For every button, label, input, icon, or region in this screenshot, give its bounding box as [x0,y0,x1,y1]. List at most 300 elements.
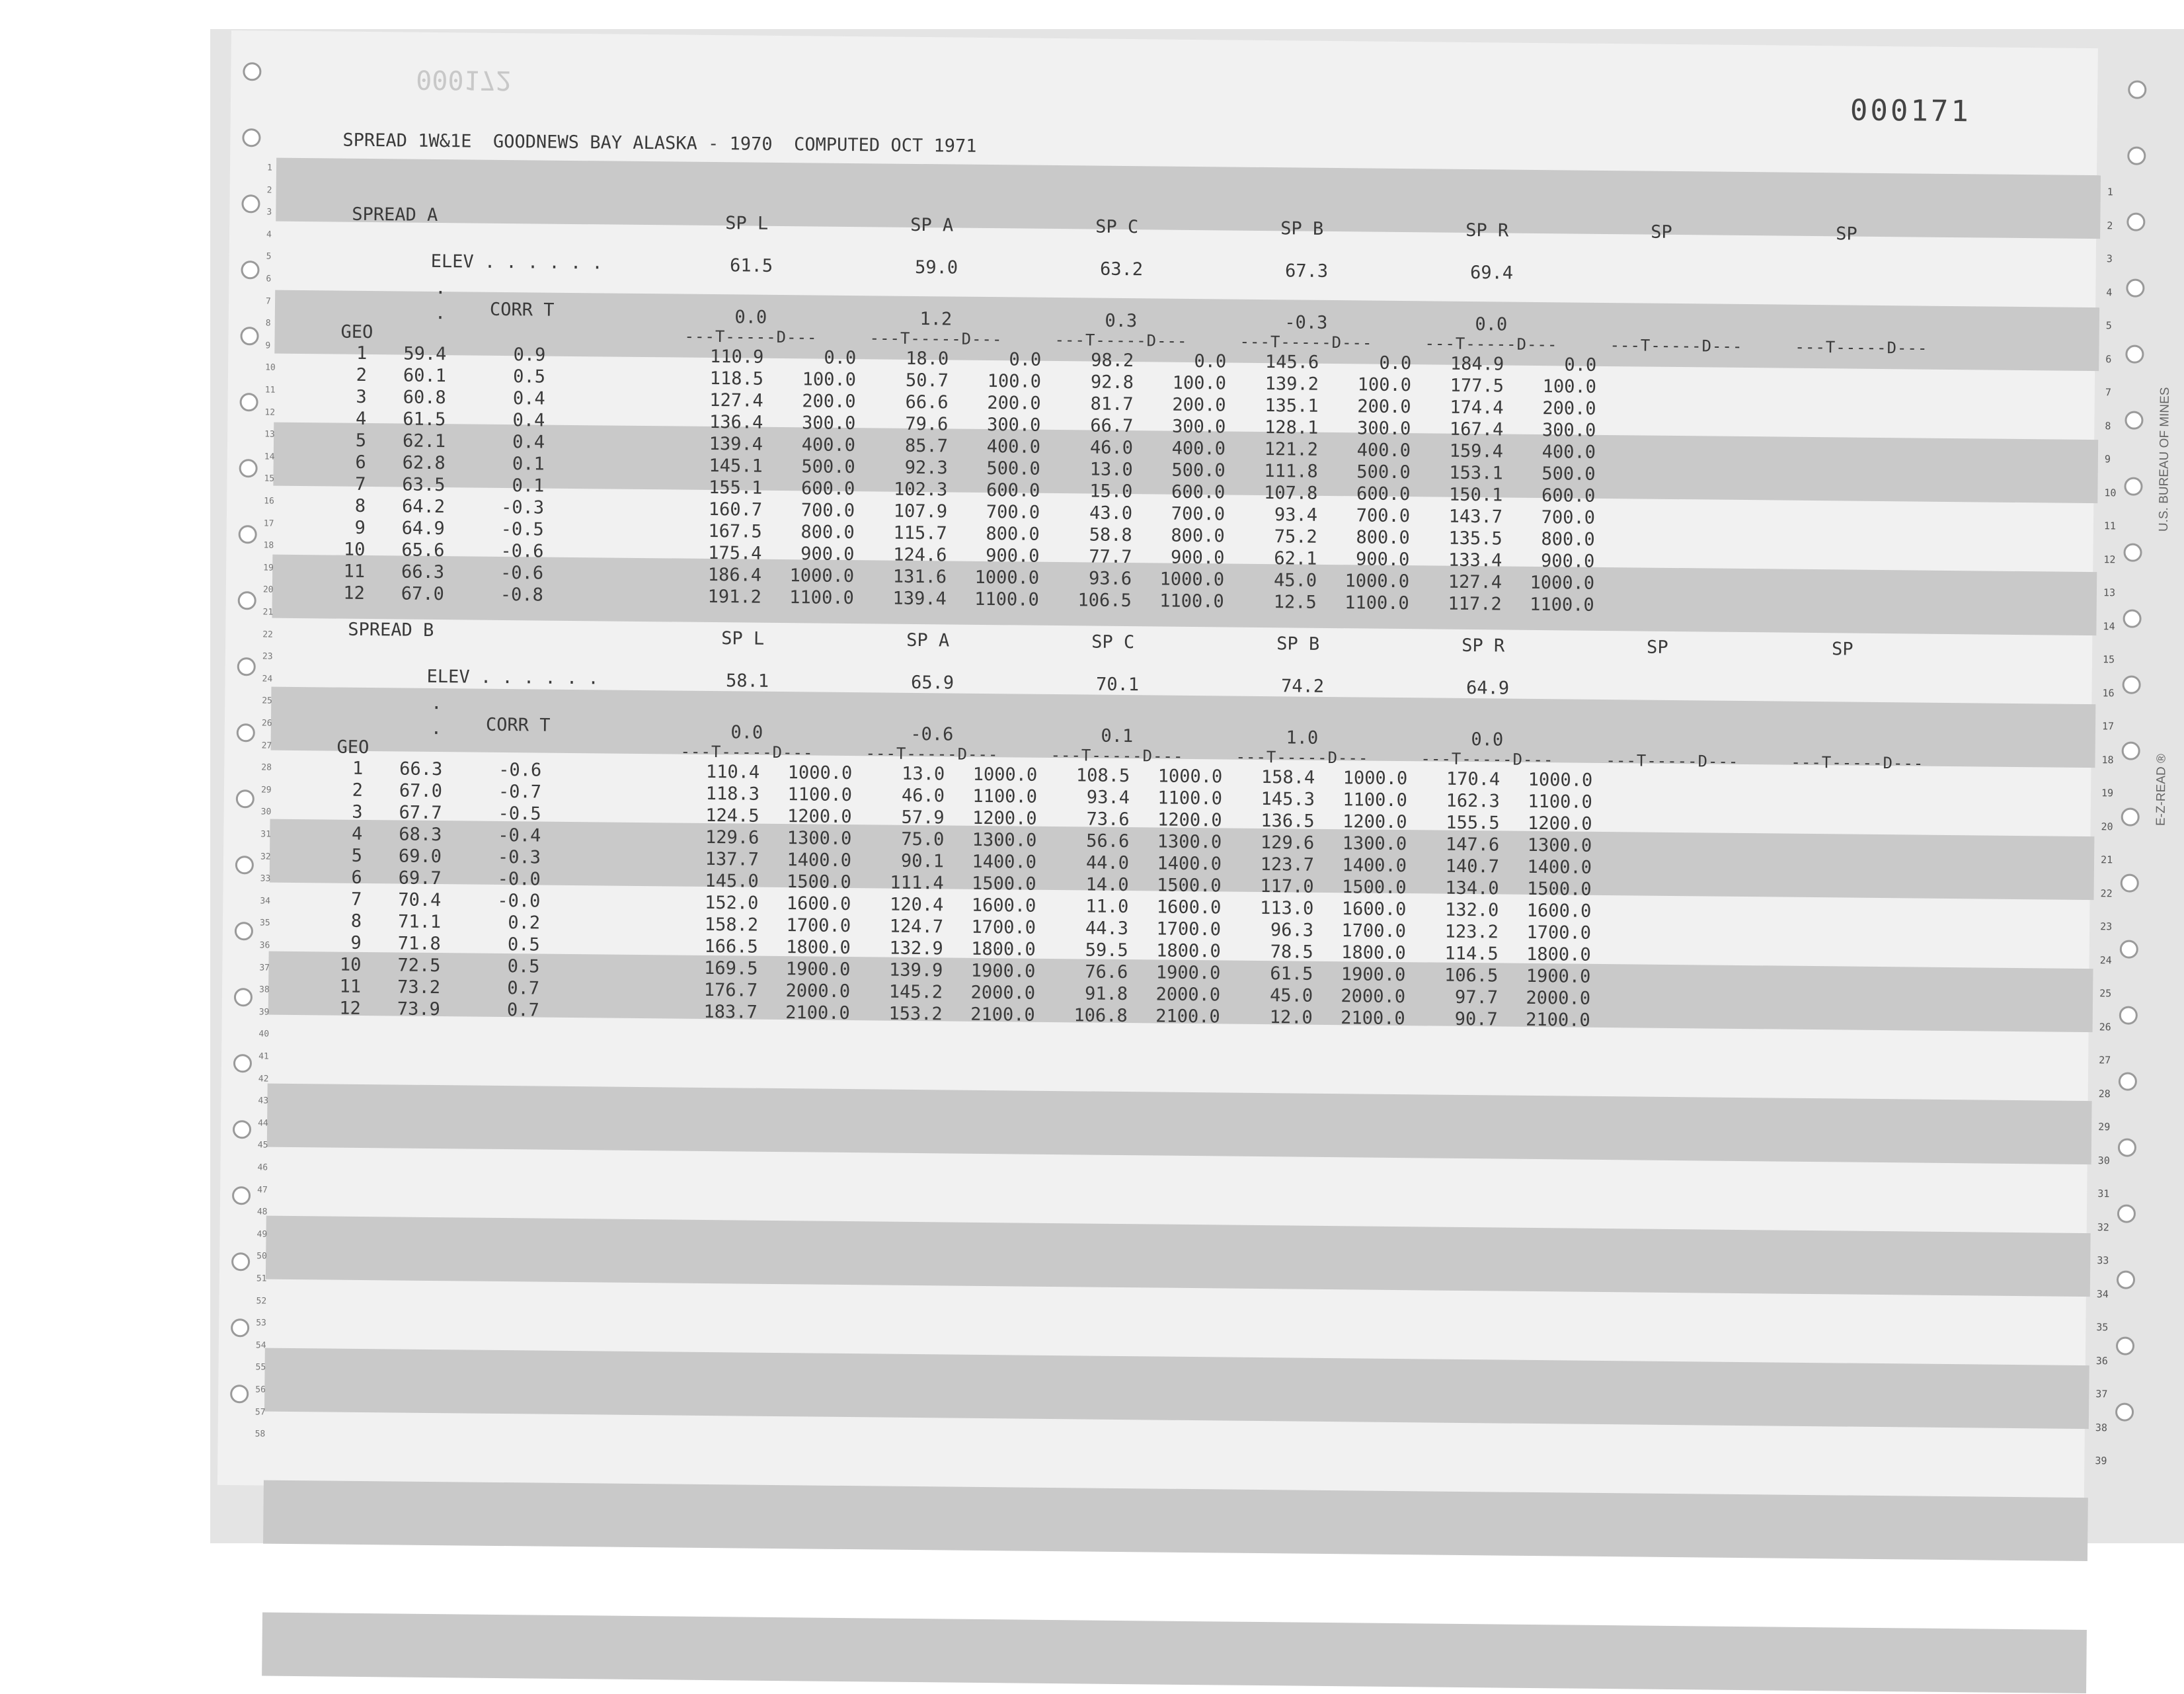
geophone-number: 8 [354,495,366,516]
arrival-time: 129.6 [1260,832,1315,854]
geo-label: GEO [340,321,373,343]
plot-position: 700.0 [986,501,1040,523]
plot-position: 1600.0 [1341,899,1407,920]
plot-position: 200.0 [1172,394,1226,416]
plot-position: 1300.0 [972,829,1037,851]
right-line-number: 36 [2095,1354,2108,1367]
arrival-time: 79.6 [905,413,949,435]
feed-hole-left [242,128,260,147]
plot-position: 1800.0 [971,938,1036,960]
plot-position: 1800.0 [1341,942,1406,964]
feed-hole-right [2119,1006,2138,1024]
arrival-time: 147.6 [1445,834,1500,856]
arrival-time: 132.0 [1444,899,1499,921]
shot-correction: -0.3 [1284,312,1328,333]
arrival-time: 176.7 [703,979,758,1001]
arrival-time: 111.8 [1264,461,1318,482]
arrival-time: 127.4 [1448,571,1502,593]
arrival-time: 166.5 [704,936,758,957]
arrival-time: 150.1 [1448,484,1503,506]
arrival-time: 106.5 [1077,590,1132,612]
arrival-time: 12.5 [1273,592,1317,613]
time-correction: -0.0 [497,890,541,912]
line-number: 6 [266,274,272,284]
plot-position: 800.0 [986,523,1040,545]
td-column-header: ---T-----D--- [1606,751,1739,771]
arrival-time: 133.4 [1448,549,1502,571]
arrival-time: 18.0 [906,348,949,370]
line-number: 34 [260,896,271,907]
time-correction: 0.7 [506,1000,539,1021]
plot-position: 1900.0 [785,959,851,981]
arrival-time: 153.1 [1449,462,1503,484]
plot-position: 600.0 [1356,483,1411,505]
line-number: 13 [264,429,275,440]
shot-elevation: 59.0 [914,257,958,278]
arrival-time: 45.0 [1273,570,1317,591]
arrival-time: 11.0 [1085,896,1129,918]
arrival-time: 66.6 [905,391,949,413]
feed-hole-right [2120,940,2138,958]
arrival-time: 107.8 [1263,483,1318,504]
arrival-time: 145.3 [1261,789,1315,810]
arrival-time: 93.4 [1086,787,1130,809]
arrival-time: 128.1 [1264,417,1319,438]
plot-position: 200.0 [987,393,1041,414]
arrival-time: 58.8 [1089,524,1132,546]
time-correction: -0.6 [500,540,544,562]
feed-hole-left [233,1120,251,1139]
shot-elevation: 67.3 [1284,261,1329,282]
arrival-time: 110.4 [705,761,760,783]
arrival-time: 97.7 [1454,987,1499,1008]
plot-position: 200.0 [1357,396,1411,418]
plot-position: 700.0 [800,500,855,522]
geophone-number: 9 [354,517,366,538]
arrival-time: 158.4 [1261,767,1315,788]
plot-position: 1100.0 [1528,791,1593,813]
geophone-number: 7 [350,889,362,910]
shot-correction: -0.6 [910,723,954,745]
td-column-header: ---T-----D--- [1791,752,1924,773]
arrival-time: 169.5 [703,957,758,979]
right-line-number: 27 [2099,1054,2111,1067]
feed-hole-right [2123,610,2141,628]
feed-hole-left [239,459,258,477]
arrival-time: 145.2 [888,981,943,1003]
line-number: 29 [260,785,272,795]
plot-position: 2000.0 [1155,984,1221,1006]
line-number: 27 [261,741,272,751]
right-line-number: 35 [2096,1321,2109,1334]
arrival-time: 93.6 [1088,568,1132,590]
arrival-time: 45.0 [1269,985,1313,1006]
plot-position: 1500.0 [971,873,1036,895]
line-number: 32 [260,852,271,862]
plot-position: 800.0 [1541,529,1595,550]
plot-position: 200.0 [802,391,856,413]
plot-position: 500.0 [801,456,855,478]
right-line-number: 1 [2107,186,2113,198]
plot-position: 300.0 [1171,416,1226,438]
plot-position: 1200.0 [787,806,852,828]
line-number: 44 [258,1118,268,1129]
plot-position: 1300.0 [787,828,852,850]
plot-position: 1800.0 [1526,944,1591,965]
plot-position: 1000.0 [972,764,1038,786]
right-line-number: 30 [2097,1154,2110,1166]
plot-position: 400.0 [986,436,1041,458]
time-correction: 0.4 [512,388,545,409]
arrival-time: 177.5 [1450,375,1504,397]
right-line-number: 22 [2100,887,2113,899]
right-line-number: 5 [2105,319,2112,332]
line-number: 19 [263,563,274,573]
arrival-time: 132.9 [889,938,943,959]
arrival-time: 91.8 [1084,983,1128,1005]
arrival-time: 155.1 [708,477,763,499]
geophone-number: 9 [350,932,362,953]
plot-position: 100.0 [1357,374,1412,396]
plot-position: 1100.0 [1345,592,1409,614]
geophone-number: 3 [356,386,367,407]
geophone-number: 2 [356,364,368,385]
geophone-number: 1 [356,343,368,364]
line-number: 10 [265,362,276,374]
arrival-time: 155.5 [1446,812,1500,834]
arrival-time: 12.0 [1269,1007,1313,1028]
line-number: 9 [265,341,271,351]
plot-position: 500.0 [1171,460,1226,481]
time-correction: -0.8 [500,584,543,606]
line-number: 25 [262,696,272,707]
bullet: . [434,302,446,324]
right-line-number: 32 [2097,1221,2109,1233]
arrival-time: 139.4 [709,433,763,455]
shot-elevation: 58.1 [725,670,769,692]
plot-position: 1000.0 [1157,766,1223,787]
shot-point-label: SP L [725,213,769,234]
arrival-time: 129.6 [705,827,760,848]
time-correction: 0.4 [512,410,545,431]
paper-band [266,1216,2091,1297]
right-line-number: 10 [2104,486,2117,499]
plot-position: 100.0 [1172,372,1227,394]
line-number: 58 [254,1429,266,1439]
arrival-time: 114.5 [1444,943,1499,965]
line-number: 52 [256,1296,267,1307]
shot-elevation: 65.9 [910,672,955,694]
plot-position: 1800.0 [1156,940,1221,962]
plot-position: 1900.0 [1155,962,1221,984]
corr-label: CORR T [489,299,555,321]
arrival-time: 92.3 [904,457,948,479]
arrival-time: 143.7 [1448,506,1503,528]
line-number: 22 [262,629,273,640]
right-line-number: 18 [2101,753,2114,766]
plot-position: 1200.0 [1157,809,1222,831]
time-correction: 0.1 [512,454,545,475]
feed-hole-right [2115,1402,2134,1421]
line-number: 20 [262,585,274,596]
geophone-number: 5 [351,845,363,866]
shot-point-label: SP [1646,637,1668,658]
td-column-header: ---T-----D--- [1054,330,1188,350]
plot-position: 1700.0 [786,915,851,937]
arrival-time: 62.1 [1274,548,1317,569]
arrival-time: 57.9 [901,807,945,828]
td-column-header: ---T-----D--- [1235,747,1369,768]
plot-position: 1100.0 [1159,590,1224,612]
arrival-time: 131.6 [892,566,947,588]
plot-position: 600.0 [1171,481,1226,503]
feed-hole-right [2127,147,2146,165]
plot-position: 1500.0 [1341,877,1407,899]
geophone-elevation: 64.9 [401,518,445,540]
arrival-time: 76.6 [1085,961,1128,983]
td-column-header: ---T-----D--- [1610,336,1743,356]
feed-hole-left [232,1186,251,1205]
arrival-time: 66.7 [1090,415,1134,437]
plot-position: 300.0 [801,413,856,434]
line-number: 49 [256,1229,268,1240]
plot-position: 1000.0 [1345,571,1410,592]
plot-position: 1300.0 [1157,831,1222,853]
plot-position: 800.0 [1171,525,1225,547]
feed-hole-right [2121,807,2140,826]
arrival-time: 184.9 [1450,353,1504,375]
plot-position: 1000.0 [974,567,1040,588]
line-number: 31 [260,829,272,840]
plot-position: 1900.0 [1526,965,1591,987]
plot-position: 1500.0 [1156,875,1222,897]
line-number: 18 [263,540,274,551]
geophone-elevation: 59.4 [403,343,447,365]
arrival-time: 152.0 [704,892,759,914]
line-number: 16 [264,496,274,506]
plot-position: 500.0 [1541,464,1596,485]
geophone-elevation: 60.8 [403,387,446,409]
arrival-time: 153.2 [888,1003,943,1025]
geophone-elevation: 73.2 [397,977,441,998]
arrival-time: 44.0 [1085,852,1130,874]
feed-hole-right [2121,873,2139,892]
time-correction: 0.2 [508,912,541,934]
margin-label-ezread: E-Z-READ ® [2154,753,2169,827]
line-number: 3 [266,207,272,218]
plot-position: 1300.0 [1342,833,1407,855]
plot-position: 800.0 [800,522,855,544]
arrival-time: 145.6 [1265,352,1319,373]
feed-hole-right [2123,544,2142,562]
line-number: 47 [257,1185,268,1195]
arrival-time: 120.4 [889,894,944,916]
shot-point-label: SP [1651,222,1672,243]
geophone-elevation: 65.6 [401,540,445,561]
spread-title: SPREAD A [352,204,438,226]
line-number: 2 [266,185,272,196]
plot-position: 400.0 [1171,438,1226,460]
geophone-elevation: 63.5 [402,474,446,496]
arrival-time: 106.8 [1073,1005,1128,1027]
geophone-elevation: 62.8 [402,452,446,474]
line-number: 54 [255,1340,266,1351]
plot-position: 1100.0 [789,587,854,609]
plot-position: 2000.0 [785,981,851,1002]
shot-point-label: SP [1831,639,1853,660]
arrival-time: 174.4 [1450,397,1504,419]
geophone-elevation: 60.1 [403,365,447,387]
plot-position: 1100.0 [974,588,1039,610]
time-correction: -0.6 [498,759,542,781]
line-number: 30 [260,807,272,818]
line-number: 41 [258,1051,269,1062]
paper-band [262,1613,2087,1693]
right-line-number: 38 [2095,1421,2107,1433]
feed-hole-left [235,922,253,940]
shot-point-label: SP A [906,629,950,651]
geophone-number: 11 [339,976,362,997]
arrival-time: 136.4 [709,411,763,433]
shot-elevation: 69.4 [1469,262,1514,284]
plot-position: 1100.0 [972,786,1038,807]
geophone-number: 6 [351,867,362,888]
plot-position: 2100.0 [1526,1009,1590,1031]
plot-position: 300.0 [1356,418,1411,440]
plot-position: 1100.0 [1530,594,1594,616]
right-line-number: 20 [2101,820,2113,832]
plot-position: 1600.0 [971,895,1036,916]
bullet: . [430,717,442,739]
right-line-number: 29 [2098,1121,2111,1133]
line-number: 11 [264,385,276,395]
arrival-time: 118.5 [709,368,764,389]
line-number: 17 [263,518,274,529]
line-number: 43 [258,1096,269,1106]
feed-hole-right [2126,213,2145,231]
shot-correction: 0.3 [1105,310,1138,332]
plot-position: 900.0 [800,544,855,565]
plot-position: 1000.0 [1159,569,1225,590]
feed-hole-right [2116,1336,2134,1355]
time-correction: 0.7 [507,978,540,999]
right-line-number: 13 [2103,586,2116,599]
line-number: 23 [262,651,273,662]
time-correction: -0.0 [497,868,541,890]
plot-position: 1700.0 [971,916,1036,938]
time-correction: 0.1 [512,475,545,497]
shot-elevation: 61.5 [729,255,773,276]
plot-position: 800.0 [1356,527,1410,549]
plot-position: 700.0 [1356,505,1411,527]
arrival-time: 56.6 [1086,830,1130,852]
bleed-through-page-number: 000172 [416,63,512,96]
right-line-number: 11 [2103,520,2117,532]
arrival-time: 160.7 [708,499,763,520]
plot-position: 1100.0 [1157,787,1223,809]
right-line-number: 15 [2102,653,2115,666]
plot-position: 1500.0 [1526,878,1592,900]
geophone-number: 10 [339,954,362,975]
right-line-number: 23 [2100,920,2113,933]
feed-hole-left [241,194,260,213]
plot-position: 400.0 [1356,440,1411,462]
plot-position: 1000.0 [1343,768,1408,789]
shot-elevation: 70.1 [1095,674,1140,696]
plot-position: 600.0 [1541,485,1596,506]
right-line-number: 8 [2105,419,2111,432]
plot-position: 1900.0 [970,960,1036,982]
feed-hole-left [240,327,258,345]
arrival-time: 44.3 [1085,918,1129,940]
arrival-time: 46.0 [901,785,945,807]
time-correction: 0.5 [507,934,540,955]
td-column-header: ---T-----D--- [1421,749,1554,770]
line-number: 5 [266,251,272,262]
arrival-time: 78.5 [1270,942,1313,963]
line-number: 15 [264,473,275,485]
line-number: 26 [261,718,272,729]
right-line-number: 39 [2095,1455,2107,1467]
arrival-time: 73.6 [1086,809,1130,830]
feed-hole-left [239,393,258,411]
geophone-elevation: 70.4 [398,889,442,911]
arrival-time: 167.5 [708,520,762,542]
line-number: 1 [266,163,272,173]
right-line-number: 9 [2104,453,2111,465]
plot-position: 1400.0 [787,850,852,871]
feed-hole-left [231,1252,250,1271]
arrival-time: 13.0 [1089,459,1133,481]
line-number: 57 [254,1407,266,1418]
plot-position: 0.0 [1379,352,1412,374]
time-correction: -0.6 [500,562,544,584]
arrival-time: 124.7 [889,916,944,938]
geophone-number: 11 [343,561,366,582]
plot-position: 2100.0 [970,1004,1035,1026]
right-line-number: 2 [2107,219,2113,231]
td-column-header: ---T-----D--- [1239,332,1373,352]
arrival-time: 170.4 [1446,768,1501,790]
plot-position: 1400.0 [1527,856,1592,878]
td-column-header: ---T-----D--- [1050,745,1184,766]
line-number: 45 [257,1140,268,1151]
shot-elevation: 74.2 [1280,676,1325,697]
plot-position: 1100.0 [787,784,853,806]
arrival-time: 117.0 [1260,876,1314,897]
line-number: 28 [261,762,272,773]
right-line-number: 4 [2106,286,2113,298]
line-number: 38 [259,985,270,995]
shot-correction: 0.0 [1475,314,1508,335]
margin-label-bureau: U.S. BUREAU OF MINES [2156,387,2172,532]
feed-hole-left [243,62,261,81]
arrival-time: 110.9 [709,346,764,368]
line-number: 37 [259,963,270,973]
arrival-time: 115.7 [893,522,947,544]
td-column-header: ---T-----D--- [1424,334,1558,354]
header-line-1: SPREAD 1W&1E GOODNEWS BAY ALASKA - 1970 COMPUTED OCT 1971 [342,130,977,157]
time-correction: -0.3 [500,497,545,518]
time-correction: 0.9 [513,344,546,366]
shot-point-label: SP B [1280,218,1324,239]
corr-label: CORR T [485,714,551,736]
line-number: 56 [255,1385,266,1395]
line-number: 24 [262,674,273,684]
time-correction: 0.5 [513,366,546,387]
time-correction: -0.3 [497,846,541,868]
line-number: 36 [259,940,270,951]
